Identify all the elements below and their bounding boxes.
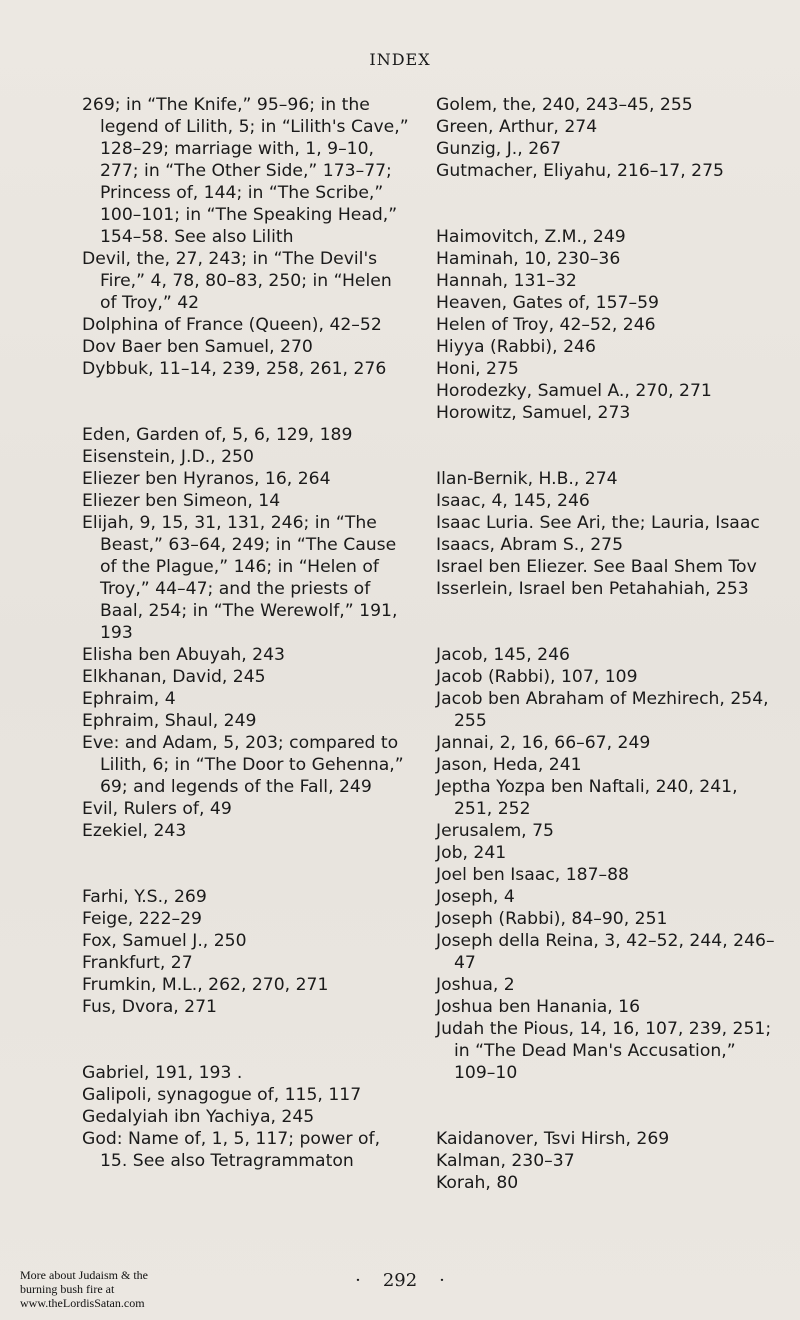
index-entry: Jeptha Yozpa ben Naftali, 240, 241, 251, 252 bbox=[436, 777, 738, 819]
index-entry: Jerusalem, 75 bbox=[436, 821, 554, 841]
index-column-right bbox=[436, 94, 781, 1194]
index-entry: Feige, 222–29 bbox=[82, 909, 202, 929]
index-entry: Jannai, 2, 16, 66–67, 249 bbox=[436, 733, 651, 753]
index-entry: Gabriel, 191, 193 . bbox=[82, 1063, 243, 1083]
index-entry: Elijah, 9, 15, 31, 131, 246; in “The Beast,” 63–64, 249; in “The Cause of the Plague,” 146; in “Helen of Troy,” 44–47; and the priests of Baal, 254; in “The Werewolf,” 191, 193 bbox=[82, 513, 398, 643]
index-entry: Elkhanan, David, 245 bbox=[82, 667, 266, 687]
index-entry: Hannah, 131–32 bbox=[436, 271, 577, 291]
index-entry: Helen of Troy, 42–52, 246 bbox=[436, 315, 656, 335]
index-entry: Evil, Rulers of, 49 bbox=[82, 799, 232, 819]
index-entry: Eden, Garden of, 5, 6, 129, 189 bbox=[82, 425, 353, 445]
index-entry: Galipoli, synagogue of, 115, 117 bbox=[82, 1085, 362, 1105]
index-entry: Eisenstein, J.D., 250 bbox=[82, 447, 254, 467]
index-entry: Gunzig, J., 267 bbox=[436, 139, 562, 159]
index-entry: Golem, the, 240, 243–45, 255 bbox=[436, 95, 693, 115]
page-dot-right: · bbox=[439, 1270, 445, 1291]
index-entry: Gutmacher, Eliyahu, 216–17, 275 bbox=[436, 161, 724, 181]
index-column-left bbox=[82, 94, 412, 1172]
page-header: INDEX bbox=[369, 50, 431, 69]
index-entry: Honi, 275 bbox=[436, 359, 519, 379]
index-entry: Dolphina of France (Queen), 42–52 bbox=[82, 315, 382, 335]
page-number-row bbox=[0, 1270, 800, 1291]
index-entry: Haimovitch, Z.M., 249 bbox=[436, 227, 626, 247]
index-entry: Kalman, 230–37 bbox=[436, 1151, 575, 1171]
index-entry: Jacob, 145, 246 bbox=[436, 645, 570, 665]
index-entry: Joshua ben Hanania, 16 bbox=[436, 997, 641, 1017]
index-entry: Job, 241 bbox=[436, 843, 507, 863]
index-entry: Joseph (Rabbi), 84–90, 251 bbox=[436, 909, 668, 929]
index-entry: Frankfurt, 27 bbox=[82, 953, 193, 973]
index-entry: Ephraim, Shaul, 249 bbox=[82, 711, 257, 731]
index-entry: Dybbuk, 11–14, 239, 258, 261, 276 bbox=[82, 359, 387, 379]
index-entry: Joel ben Isaac, 187–88 bbox=[436, 865, 629, 885]
index-entry: Ilan-Bernik, H.B., 274 bbox=[436, 469, 618, 489]
index-entry: Israel ben Eliezer. See Baal Shem Tov bbox=[436, 557, 757, 577]
index-entry: Jacob ben Abraham of Mezhirech, 254, 255 bbox=[436, 689, 769, 731]
index-entry: Joshua, 2 bbox=[436, 975, 515, 995]
index-entry: Haminah, 10, 230–36 bbox=[436, 249, 621, 269]
index-entry: God: Name of, 1, 5, 117; power of, 15. See also Tetragrammaton bbox=[82, 1129, 381, 1171]
index-entry: Hiyya (Rabbi), 246 bbox=[436, 337, 596, 357]
footer-note: More about Judaism & the burning bush fire at www.theLordisSatan.com bbox=[20, 1268, 148, 1310]
index-entry: Fox, Samuel J., 250 bbox=[82, 931, 247, 951]
index-entry: Elisha ben Abuyah, 243 bbox=[82, 645, 285, 665]
index-entry: Jason, Heda, 241 bbox=[436, 755, 582, 775]
index-entry: Judah the Pious, 14, 16, 107, 239, 251; in “The Dead Man's Accusation,” 109–10 bbox=[436, 1019, 772, 1083]
page-number: 292 bbox=[382, 1270, 418, 1291]
index-entry: Kaidanover, Tsvi Hirsh, 269 bbox=[436, 1129, 670, 1149]
index-entry: Frumkin, M.L., 262, 270, 271 bbox=[82, 975, 329, 995]
index-entry: Farhi, Y.S., 269 bbox=[82, 887, 207, 907]
index-entry: Joseph, 4 bbox=[436, 887, 515, 907]
index-entry: Eliezer ben Hyranos, 16, 264 bbox=[82, 469, 331, 489]
index-entry: Devil, the, 27, 243; in “The Devil's Fire,” 4, 78, 80–83, 250; in “Helen of Troy,” 42 bbox=[82, 249, 392, 313]
index-entry: Isaacs, Abram S., 275 bbox=[436, 535, 623, 555]
index-entry: Isaac, 4, 145, 246 bbox=[436, 491, 590, 511]
index-entry: Green, Arthur, 274 bbox=[436, 117, 598, 137]
index-entry: Eliezer ben Simeon, 14 bbox=[82, 491, 281, 511]
page-dot-left: · bbox=[355, 1270, 361, 1291]
index-entry: Fus, Dvora, 271 bbox=[82, 997, 217, 1017]
index-entry: Horodezky, Samuel A., 270, 271 bbox=[436, 381, 712, 401]
index-entry: Heaven, Gates of, 157–59 bbox=[436, 293, 659, 313]
index-entry: Eve: and Adam, 5, 203; compared to Lilith, 6; in “The Door to Gehenna,” 69; and legends of the Fall, 249 bbox=[82, 733, 404, 797]
index-entry: Ephraim, 4 bbox=[82, 689, 176, 709]
index-entry: 269; in “The Knife,” 95–96; in the legend of Lilith, 5; in “Lilith's Cave,” 128–29; marriage with, 1, 9–10, 277; in “The Other Side,” 173–77; Princess of, 144; in “The Scribe,” 100–101; in “The Speaking Head,” 154–58. See also Lilith bbox=[82, 95, 409, 247]
index-entry: Joseph della Reina, 3, 42–52, 244, 246–47 bbox=[436, 931, 775, 973]
index-entry: Dov Baer ben Samuel, 270 bbox=[82, 337, 313, 357]
index-entry: Horowitz, Samuel, 273 bbox=[436, 403, 631, 423]
index-entry: Ezekiel, 243 bbox=[82, 821, 187, 841]
index-entry: Jacob (Rabbi), 107, 109 bbox=[436, 667, 638, 687]
index-entry: Isaac Luria. See Ari, the; Lauria, Isaac bbox=[436, 513, 760, 533]
index-entry: Korah, 80 bbox=[436, 1173, 519, 1193]
index-entry: Gedalyiah ibn Yachiya, 245 bbox=[82, 1107, 315, 1127]
index-entry: Isserlein, Israel ben Petahahiah, 253 bbox=[436, 579, 749, 599]
